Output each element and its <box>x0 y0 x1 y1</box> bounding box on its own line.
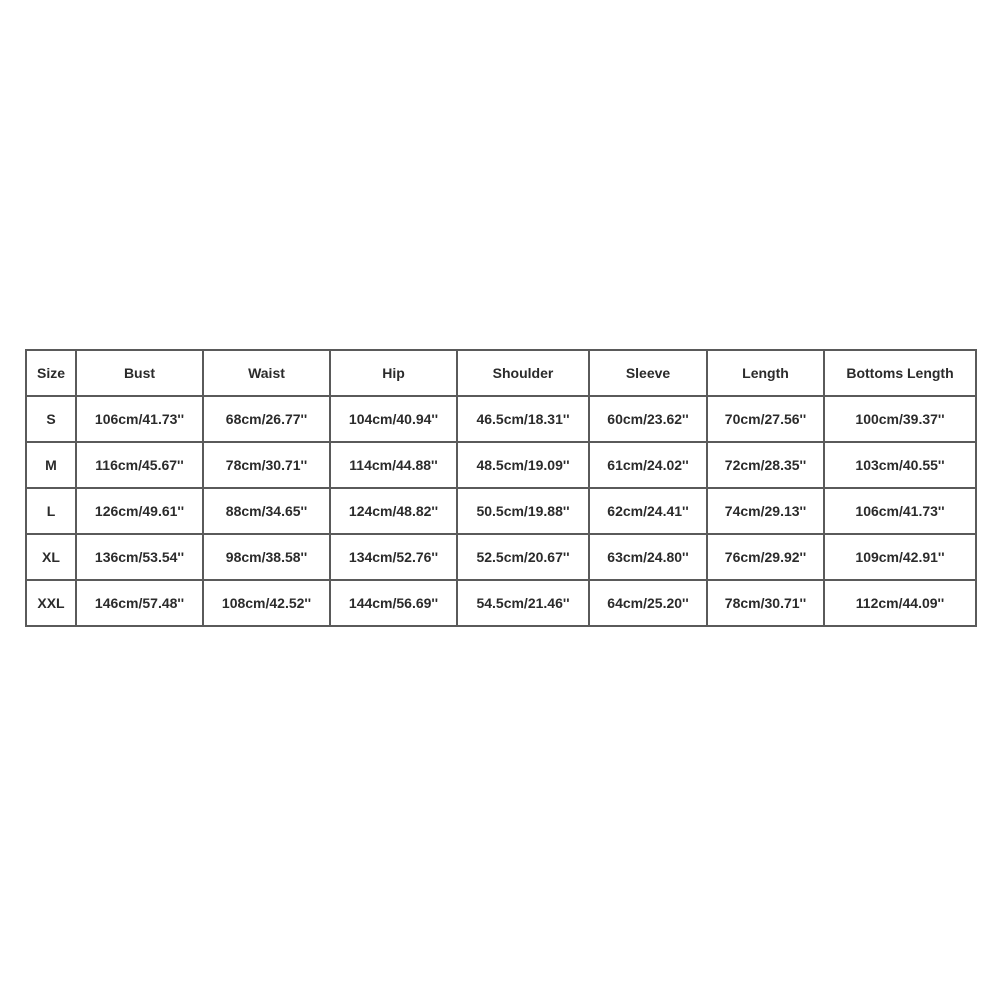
cell-waist: 88cm/34.65'' <box>203 488 330 534</box>
header-row <box>26 350 976 396</box>
header-cell-waist: Waist <box>203 350 330 396</box>
cell-bottoms-length: 106cm/41.73'' <box>824 488 976 534</box>
cell-sleeve: 61cm/24.02'' <box>589 442 707 488</box>
cell-bottoms-length: 100cm/39.37'' <box>824 396 976 442</box>
cell-bottoms-length: 109cm/42.91'' <box>824 534 976 580</box>
cell-shoulder: 54.5cm/21.46'' <box>457 580 589 626</box>
size-chart-table <box>25 349 977 627</box>
header-cell-hip: Hip <box>330 350 457 396</box>
cell-shoulder: 52.5cm/20.67'' <box>457 534 589 580</box>
cell-size: XL <box>26 534 76 580</box>
cell-sleeve: 62cm/24.41'' <box>589 488 707 534</box>
cell-bust: 106cm/41.73'' <box>76 396 203 442</box>
cell-length: 70cm/27.56'' <box>707 396 824 442</box>
cell-length: 74cm/29.13'' <box>707 488 824 534</box>
cell-waist: 108cm/42.52'' <box>203 580 330 626</box>
cell-waist: 98cm/38.58'' <box>203 534 330 580</box>
cell-size: S <box>26 396 76 442</box>
table-row <box>26 580 976 626</box>
header-cell-size: Size <box>26 350 76 396</box>
cell-bust: 116cm/45.67'' <box>76 442 203 488</box>
cell-size: M <box>26 442 76 488</box>
cell-bust: 136cm/53.54'' <box>76 534 203 580</box>
table-row <box>26 534 976 580</box>
cell-bust: 126cm/49.61'' <box>76 488 203 534</box>
header-cell-bust: Bust <box>76 350 203 396</box>
cell-sleeve: 64cm/25.20'' <box>589 580 707 626</box>
cell-length: 72cm/28.35'' <box>707 442 824 488</box>
cell-sleeve: 60cm/23.62'' <box>589 396 707 442</box>
cell-sleeve: 63cm/24.80'' <box>589 534 707 580</box>
cell-hip: 104cm/40.94'' <box>330 396 457 442</box>
table-row <box>26 396 976 442</box>
cell-size: XXL <box>26 580 76 626</box>
cell-bust: 146cm/57.48'' <box>76 580 203 626</box>
header-cell-length: Length <box>707 350 824 396</box>
cell-length: 78cm/30.71'' <box>707 580 824 626</box>
cell-waist: 68cm/26.77'' <box>203 396 330 442</box>
cell-waist: 78cm/30.71'' <box>203 442 330 488</box>
cell-hip: 114cm/44.88'' <box>330 442 457 488</box>
header-cell-sleeve: Sleeve <box>589 350 707 396</box>
cell-size: L <box>26 488 76 534</box>
header-cell-shoulder: Shoulder <box>457 350 589 396</box>
cell-bottoms-length: 103cm/40.55'' <box>824 442 976 488</box>
header-cell-bottoms-length: Bottoms Length <box>824 350 976 396</box>
cell-bottoms-length: 112cm/44.09'' <box>824 580 976 626</box>
cell-hip: 134cm/52.76'' <box>330 534 457 580</box>
cell-hip: 144cm/56.69'' <box>330 580 457 626</box>
cell-hip: 124cm/48.82'' <box>330 488 457 534</box>
cell-shoulder: 50.5cm/19.88'' <box>457 488 589 534</box>
table-row <box>26 442 976 488</box>
cell-length: 76cm/29.92'' <box>707 534 824 580</box>
cell-shoulder: 48.5cm/19.09'' <box>457 442 589 488</box>
cell-shoulder: 46.5cm/18.31'' <box>457 396 589 442</box>
table-row <box>26 488 976 534</box>
